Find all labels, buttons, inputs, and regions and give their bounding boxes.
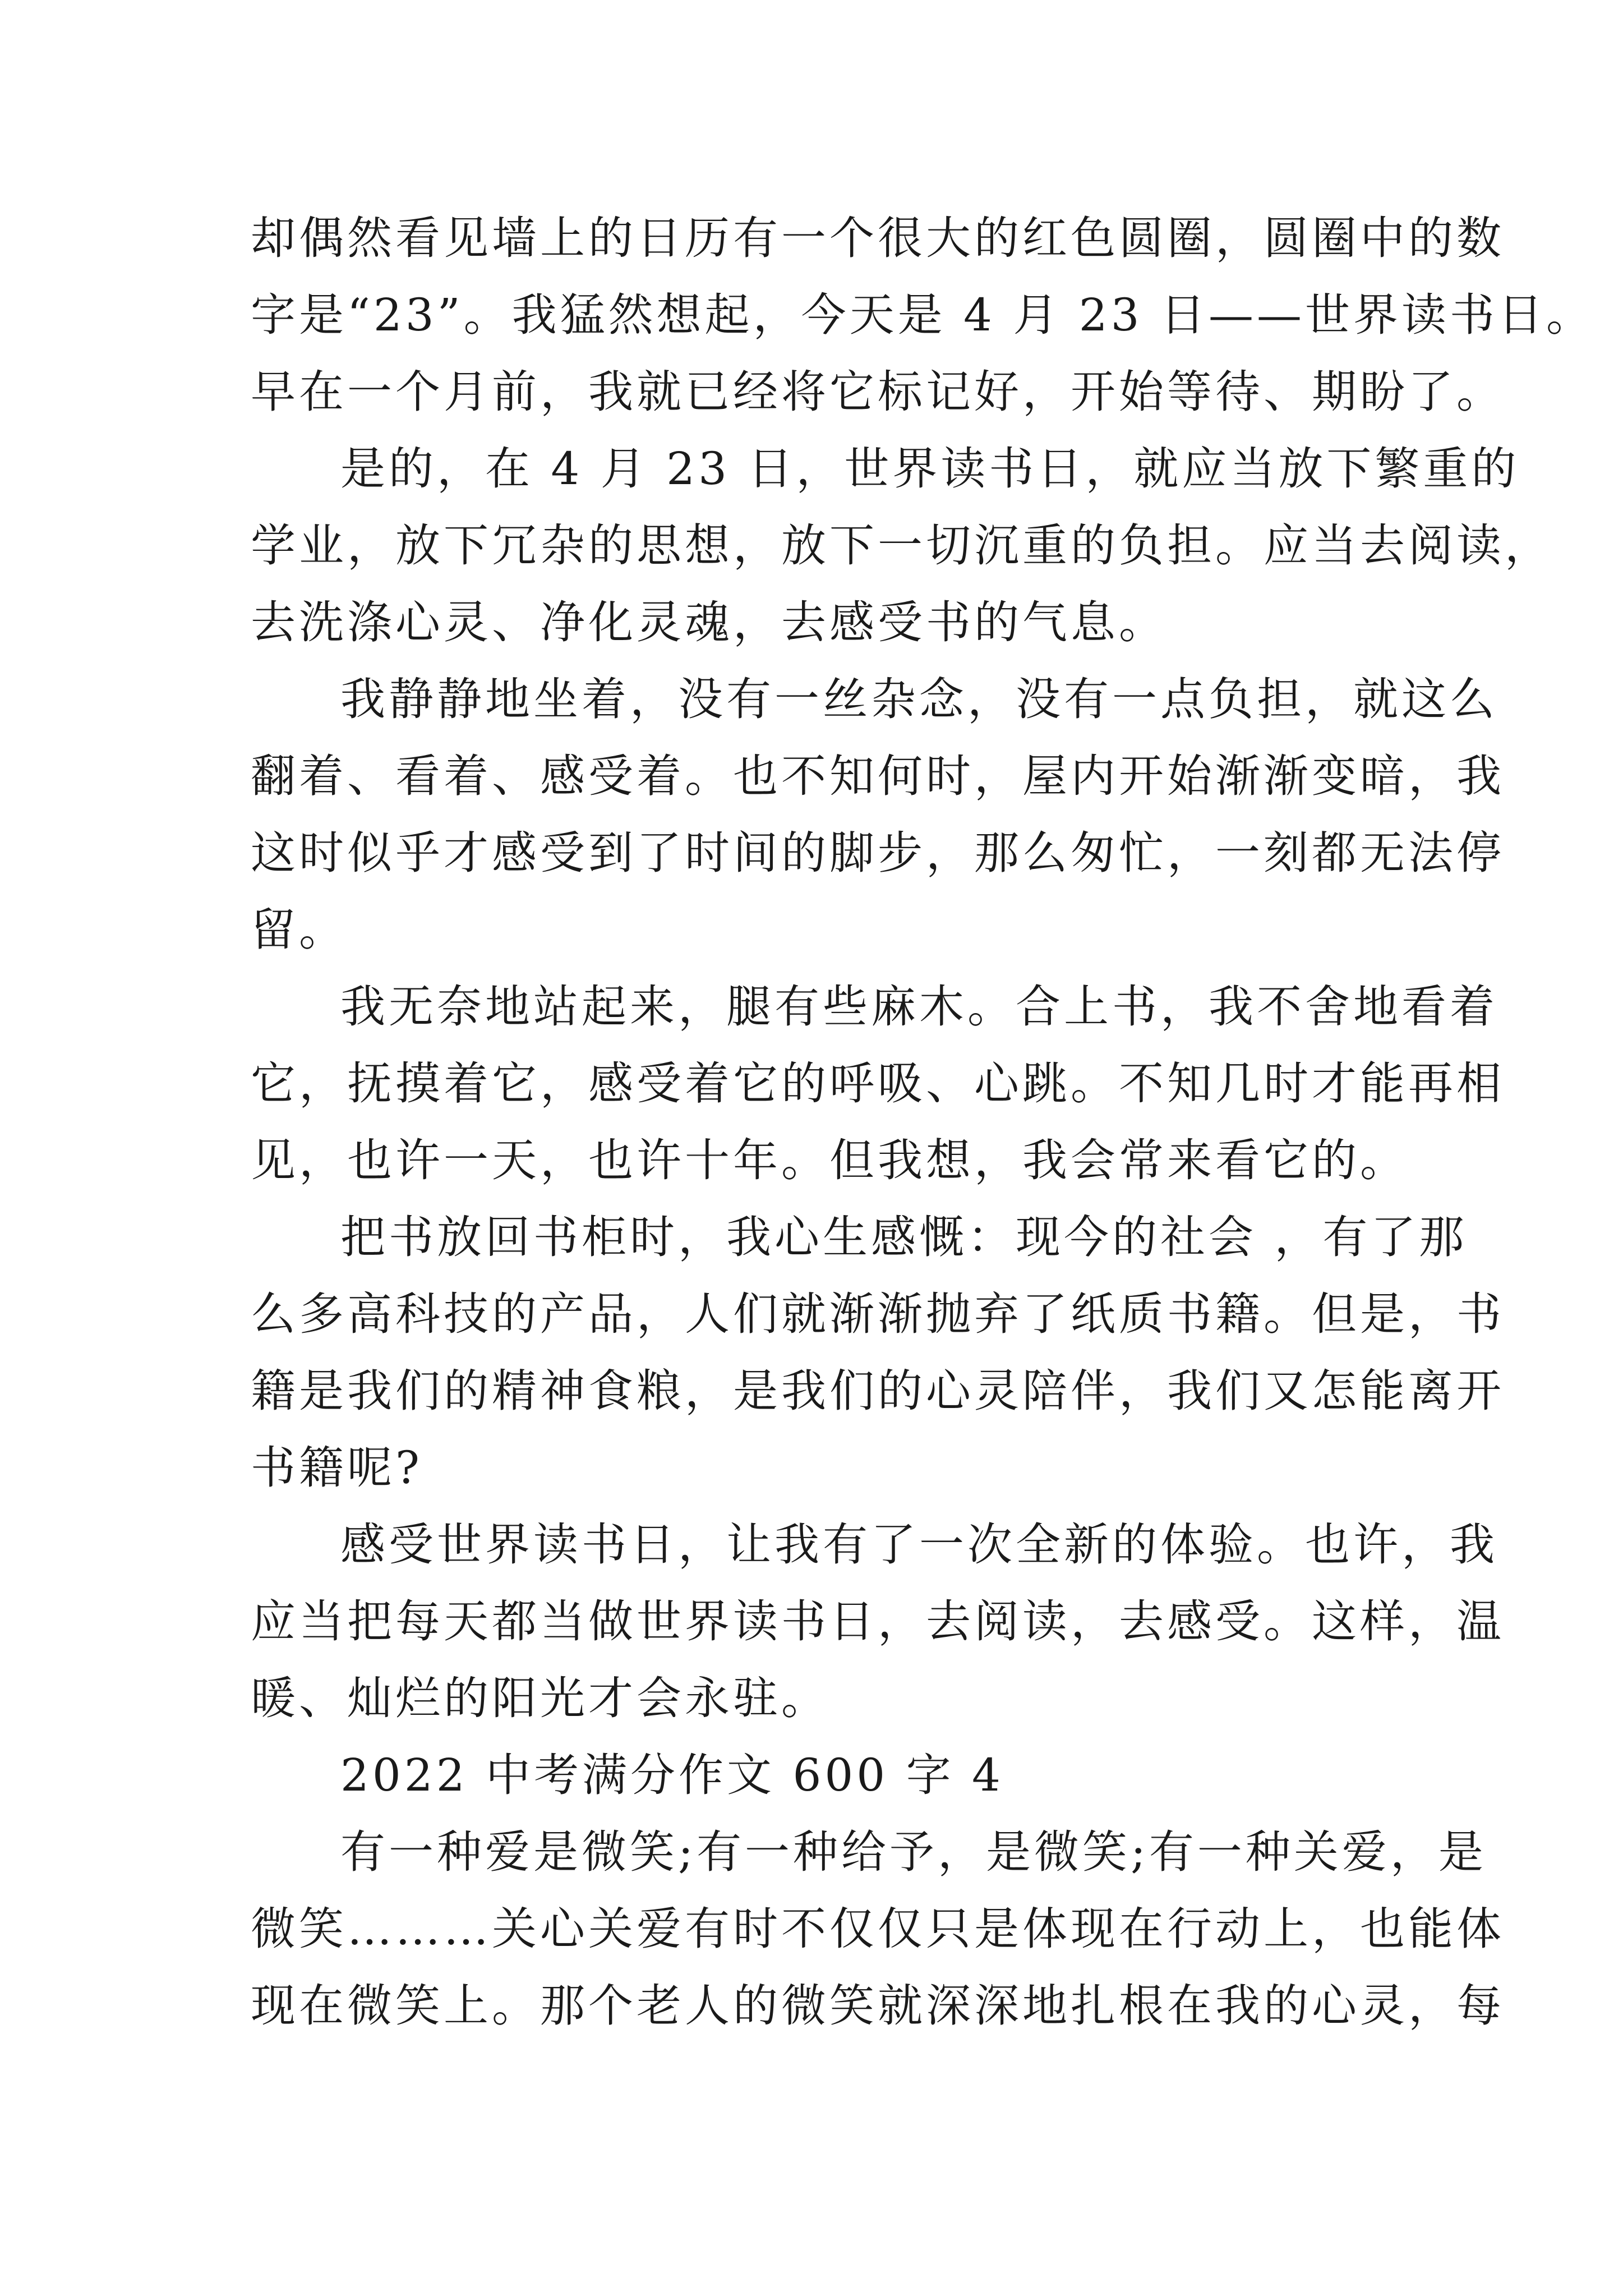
text-line: 感受世界读书日，让我有了一次全新的体验。也许，我 — [340, 1519, 1498, 1571]
heading-line: 2022 中考满分作文 600 字 4 — [340, 1749, 1004, 1801]
text-line: 是的，在 4 月 23 日，世界读书日，就应当放下繁重的 — [340, 443, 1520, 495]
text-line: 籍是我们的精神食粮，是我们的心灵陪伴，我们又怎能离开 — [251, 1365, 1505, 1417]
paragraph-4 — [251, 968, 1505, 1199]
text-line: 见，也许一天，也许十年。但我想，我会常来看它的。 — [251, 1134, 1408, 1186]
text-line: 应当把每天都当做世界读书日，去阅读，去感受。这样，温 — [251, 1595, 1505, 1648]
paragraph-6 — [251, 1506, 1505, 1737]
text-line: 翻着、看着、感受着。也不知何时，屋内开始渐渐变暗，我 — [251, 750, 1505, 802]
text-line: 书籍呢? — [251, 1442, 423, 1494]
text-line: 它，抚摸着它，感受着它的呼吸、心跳。不知几时才能再相 — [251, 1057, 1505, 1110]
text-line: 字是“23”。我猛然想起，今天是 4 月 23 日——世界读书日。 — [251, 289, 1595, 341]
text-line: 把书放回书柜时，我心生感慨：现今的社会 ，有了那 — [340, 1211, 1468, 1263]
text-line: 去洗涤心灵、净化灵魂，去感受书的气息。 — [251, 596, 1167, 648]
essay-body — [251, 200, 1595, 2044]
text-line: 这时似乎才感受到了时间的脚步，那么匆忙，一刻都无法停 — [251, 827, 1505, 879]
text-line: 我无奈地站起来，腿有些麻木。合上书，我不舍地看着 — [340, 981, 1498, 1033]
text-line: 却偶然看见墙上的日历有一个很大的红色圆圈，圆圈中的数 — [251, 212, 1505, 264]
text-line: 现在微笑上。那个老人的微笑就深深地扎根在我的心灵，每 — [251, 1980, 1505, 2032]
section-heading — [251, 1737, 1395, 1814]
text-line: 早在一个月前，我就已经将它标记好，开始等待、期盼了。 — [251, 366, 1505, 418]
text-line: 我静静地坐着，没有一丝杂念，没有一点负担，就这么 — [340, 673, 1498, 725]
paragraph-5 — [251, 1199, 1505, 1506]
paragraph-7 — [251, 1814, 1505, 2044]
text-line: 有一种爱是微笑;有一种给予，是微笑;有一种关爱，是 — [340, 1826, 1487, 1878]
text-line: 暖、灿烂的阳光才会永驻。 — [251, 1672, 829, 1724]
paragraph-3 — [251, 661, 1505, 968]
text-line: 学业，放下冗杂的思想，放下一切沉重的负担。应当去阅读， — [251, 519, 1553, 572]
paragraph-1 — [251, 200, 1595, 430]
text-line: 么多高科技的产品，人们就渐渐抛弃了纸质书籍。但是，书 — [251, 1288, 1505, 1340]
text-line: 留。 — [251, 904, 347, 956]
paragraph-2 — [251, 430, 1553, 661]
text-line: 微笑………关心关爱有时不仅仅只是体现在行动上，也能体 — [251, 1903, 1505, 1955]
